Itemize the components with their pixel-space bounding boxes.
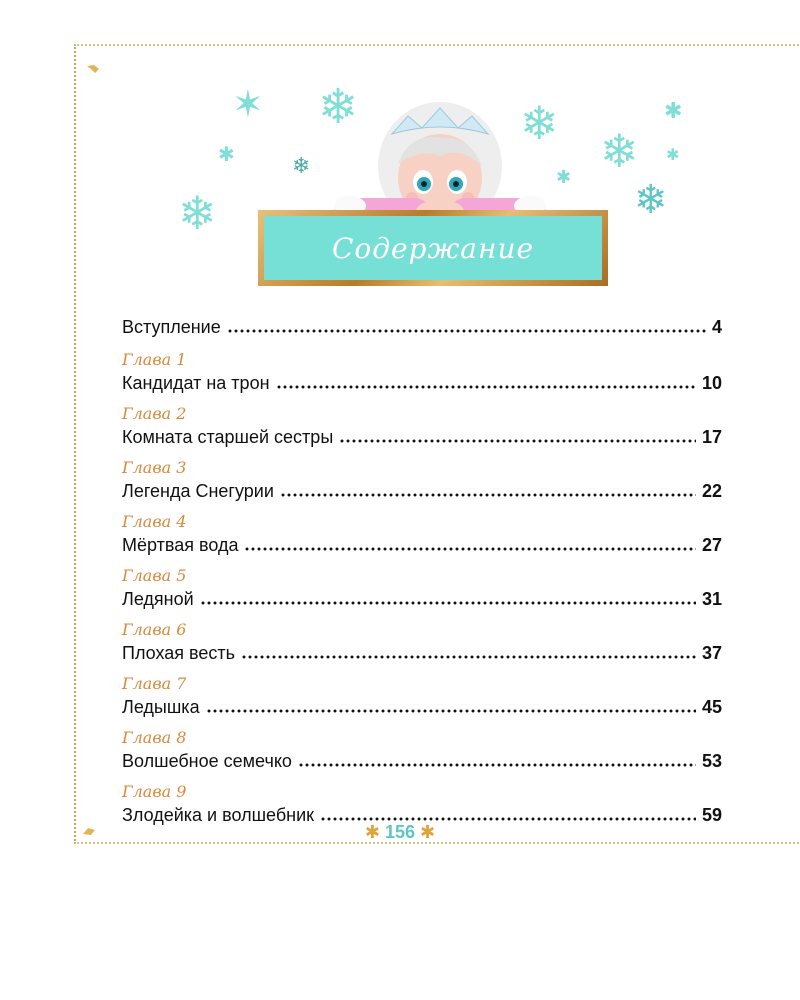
- toc-entry: [122, 458, 722, 504]
- dot-leader: [244, 547, 695, 551]
- dot-leader: [339, 439, 696, 443]
- snowflake-icon: ✱: [666, 147, 680, 164]
- toc-entry: [122, 404, 722, 450]
- banner-title: Содержание: [264, 216, 602, 280]
- star-icon: ✱: [420, 822, 436, 842]
- entry-title: Злодейка и волшебник: [122, 805, 315, 825]
- entry-page: 10: [701, 373, 722, 393]
- page-number-value: 156: [384, 822, 416, 842]
- entry-page: 22: [701, 481, 722, 501]
- toc-entry: [122, 674, 722, 720]
- snowflake-icon: ❄: [520, 97, 559, 149]
- star-icon: ✱: [364, 822, 380, 842]
- entry-page: 4: [711, 317, 722, 337]
- dot-leader: [280, 493, 696, 497]
- dot-leader: [227, 329, 706, 333]
- dot-leader: [206, 709, 696, 713]
- toc-entry: [122, 350, 722, 396]
- entry-title: Волшебное семечко: [122, 751, 292, 771]
- entry-title: Ледышка: [122, 697, 200, 717]
- table-of-contents: [122, 314, 722, 836]
- dot-leader: [200, 601, 696, 605]
- contents-banner: [258, 210, 608, 286]
- chapter-label: Глава 1: [122, 350, 187, 369]
- chapter-label: Глава 9: [122, 782, 187, 801]
- snowflake-icon: ✱: [664, 98, 683, 123]
- entry-page: 59: [701, 805, 722, 825]
- entry-title: Легенда Снегурии: [122, 481, 274, 501]
- toc-entry-intro: [122, 314, 722, 340]
- entry-title: Комната старшей сестры: [122, 427, 334, 447]
- snowflake-icon: ✱: [556, 167, 572, 187]
- toc-entry: [122, 728, 722, 774]
- entry-page: 27: [701, 535, 722, 555]
- toc-entry: [122, 512, 722, 558]
- entry-page: 17: [701, 427, 722, 447]
- entry-title: Вступление: [122, 317, 221, 337]
- corner-ornament-top: [86, 64, 100, 74]
- chapter-label: Глава 7: [122, 674, 187, 693]
- snowflake-icon: ❄: [600, 125, 639, 177]
- dot-leader: [320, 817, 696, 821]
- page-number: [0, 822, 800, 843]
- chapter-label: Глава 2: [122, 404, 187, 423]
- entry-page: 53: [701, 751, 722, 771]
- dot-leader: [276, 385, 696, 389]
- entry-title: Плохая весть: [122, 643, 236, 663]
- dot-leader: [241, 655, 696, 659]
- snowflake-icon: ❄: [318, 81, 359, 134]
- princess-illustration: [330, 94, 550, 228]
- chapter-label: Глава 3: [122, 458, 187, 477]
- entry-page: 37: [701, 643, 722, 663]
- entry-page: 45: [701, 697, 722, 717]
- chapter-label: Глава 6: [122, 620, 187, 639]
- chapter-label: Глава 4: [122, 512, 187, 531]
- toc-entry: [122, 566, 722, 612]
- snowflake-icon: ✶: [232, 84, 264, 126]
- snowflake-icon: ❄: [292, 153, 311, 178]
- snowflake-icon: ❄: [634, 178, 668, 222]
- toc-entry: [122, 620, 722, 666]
- snowflake-icon: ✱: [218, 144, 235, 166]
- entry-title: Ледяной: [122, 589, 194, 609]
- entry-title: Кандидат на трон: [122, 373, 270, 393]
- snowflake-icon: ❄: [178, 187, 217, 239]
- entry-page: 31: [701, 589, 722, 609]
- entry-title: Мёртвая вода: [122, 535, 239, 555]
- dot-leader: [298, 763, 696, 767]
- chapter-label: Глава 8: [122, 728, 187, 747]
- chapter-label: Глава 5: [122, 566, 187, 585]
